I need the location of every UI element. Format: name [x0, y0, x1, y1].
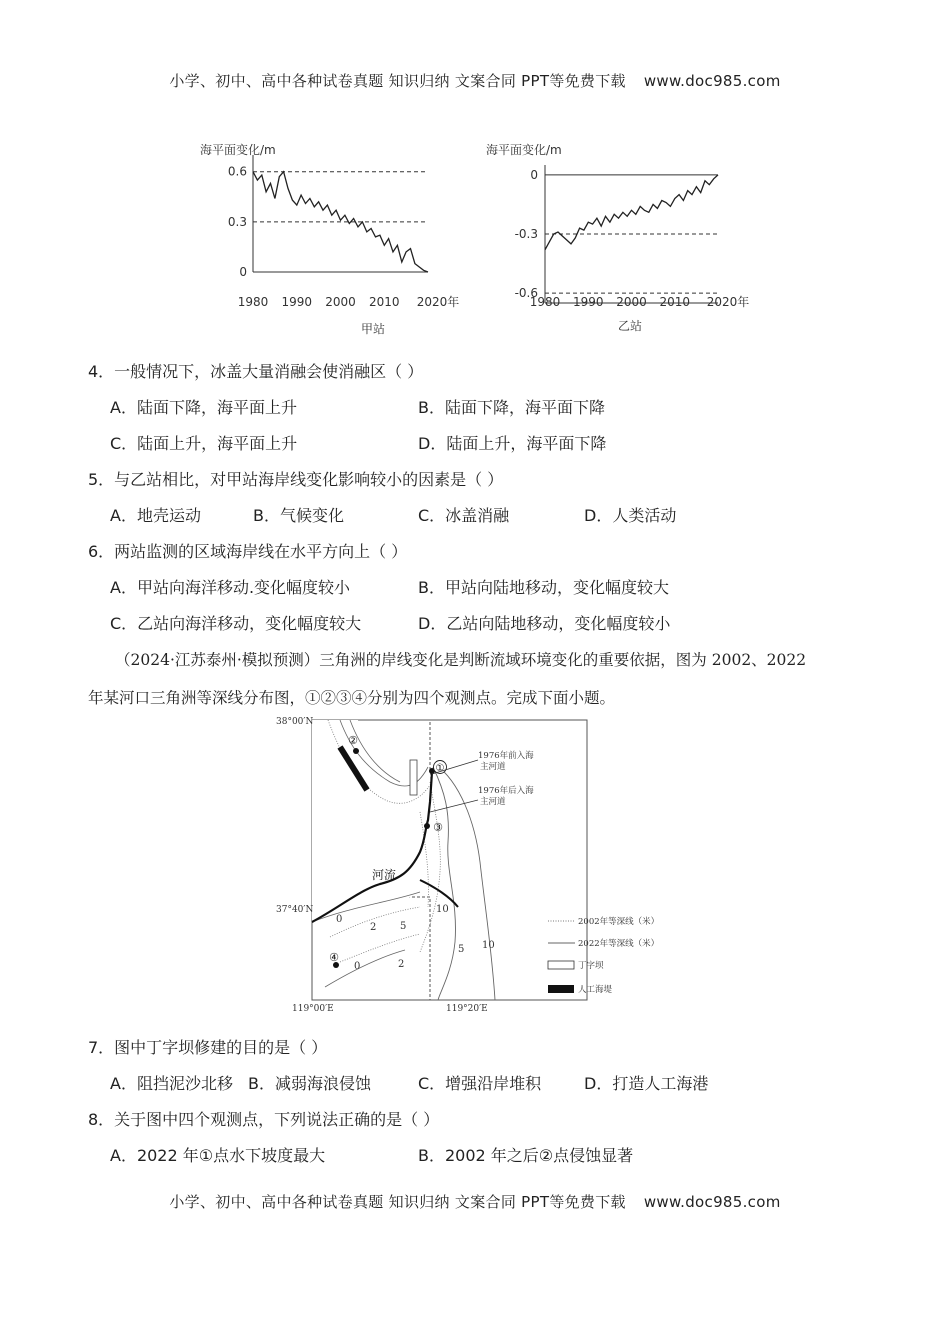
chart-yi-x-tick-label: 1980 — [529, 295, 561, 309]
label-after-1: 1976年后入海 — [478, 786, 534, 796]
q4-option-c[interactable]: C．陆面上升，海平面上升 — [110, 434, 298, 453]
depth-label-0a: 0 — [336, 914, 343, 925]
header-text: 小学、初中、高中各种试卷真题 知识归纳 文案合同 PPT等免费下载 — [169, 72, 626, 90]
q5-option-b[interactable]: B．气候变化 — [253, 506, 344, 525]
q6-option-d[interactable]: D．乙站向陆地移动，变化幅度较小 — [418, 614, 671, 633]
q5-option-d[interactable]: D．人类活动 — [584, 506, 677, 525]
groin-structure — [410, 760, 417, 795]
chart-yi-x-tick-label: 2020年 — [706, 295, 750, 309]
chart-jia-title: 甲站 — [360, 322, 386, 336]
chart-yi-series-line — [545, 175, 718, 250]
chart-jia-x-tick-label: 2020年 — [416, 295, 460, 309]
depth-label-2b: 2 — [398, 959, 405, 970]
chart-jia-ylabel: 海平面变化/m — [200, 143, 276, 157]
point-2-dot — [353, 748, 359, 754]
page-header — [0, 70, 950, 91]
delta-map — [270, 712, 680, 1017]
footer-site: www.doc985.com — [643, 1193, 781, 1211]
label-before-2: 主河道 — [480, 762, 506, 772]
q6-stem: 6．两站监测的区域海岸线在水平方向上（ ） — [88, 542, 408, 561]
passage-line-2: 年某河口三角洲等深线分布图，①②③④分别为四个观测点。完成下面小题。 — [88, 689, 616, 707]
point-4-label: ④ — [329, 951, 339, 964]
depth-label-5a: 5 — [400, 921, 407, 932]
q5-option-c[interactable]: C．冰盖消融 — [418, 506, 510, 525]
q7-stem: 7．图中丁字坝修建的目的是（ ） — [88, 1038, 328, 1057]
legend-seawall-label: 人工海堤 — [578, 985, 613, 995]
footer-text: 小学、初中、高中各种试卷真题 知识归纳 文案合同 PPT等免费下载 — [169, 1193, 626, 1211]
chart-yi-x-tick-label: 2010 — [659, 295, 691, 309]
lat-mid: 37°40′N — [276, 905, 314, 915]
q7-option-c[interactable]: C．增强沿岸堆积 — [418, 1074, 542, 1093]
chart-jia-y-tick-label: 0.3 — [227, 214, 247, 229]
chart-yi-y-tick-label: 0 — [530, 167, 538, 182]
lat-top: 38°00′N — [276, 717, 314, 727]
lon-right: 119°20′E — [446, 1004, 488, 1014]
chart-yi-svg — [480, 135, 760, 340]
chart-yi-y-tick-label: -0.3 — [514, 227, 538, 241]
map-land — [312, 720, 433, 922]
chart-jia-svg — [195, 135, 465, 340]
chart-yi — [480, 135, 760, 340]
q4-option-b[interactable]: B．陆面下降，海平面下降 — [418, 398, 605, 417]
q7-option-d[interactable]: D．打造人工海港 — [584, 1074, 709, 1093]
label-after-2: 主河道 — [480, 797, 506, 807]
q8-stem: 8．关于图中四个观测点，下列说法正确的是（ ） — [88, 1110, 440, 1129]
point-1-label: ① — [435, 763, 445, 774]
chart-jia-x-tick-label: 1990 — [281, 295, 313, 309]
q6-option-a[interactable]: A．甲站向海洋移动.变化幅度较小 — [110, 578, 351, 597]
chart-jia-x-tick-label: 2010 — [368, 295, 400, 309]
depth-label-10b: 10 — [482, 940, 495, 951]
chart-yi-x-tick-label: 1990 — [572, 295, 604, 309]
legend-2002-label: 2002年等深线（米） — [578, 917, 660, 927]
contour-2002-e — [340, 934, 420, 962]
q5-option-a[interactable]: A．地壳运动 — [110, 506, 201, 525]
chart-jia-y-tick-label: 0 — [239, 265, 247, 279]
q4-option-a[interactable]: A．陆面下降，海平面上升 — [110, 398, 297, 417]
chart-jia-x-tick-label: 1980 — [237, 295, 269, 309]
q6-option-b[interactable]: B．甲站向陆地移动，变化幅度较大 — [418, 578, 669, 597]
lon-left: 119°00′E — [292, 1004, 334, 1014]
chart-yi-title: 乙站 — [617, 319, 643, 333]
delta-map-svg — [270, 712, 680, 1017]
chart-jia-x-tick-label: 2000 — [325, 295, 356, 309]
q4-option-d[interactable]: D．陆面上升，海平面下降 — [418, 434, 607, 453]
q4-stem: 4．一般情况下，冰盖大量消融会使消融区（ ） — [88, 362, 424, 381]
header-site: www.doc985.com — [643, 72, 781, 90]
chart-jia-y-tick-label: 0.6 — [227, 164, 247, 179]
chart-yi-y-tick-label: -0.6 — [514, 286, 538, 301]
point-2-label: ② — [348, 734, 358, 747]
q8-option-b[interactable]: B．2002 年之后②点侵蚀显著 — [418, 1146, 634, 1165]
point-3-dot — [424, 823, 430, 829]
river-label: 河流 — [372, 868, 397, 882]
page-footer — [0, 1191, 950, 1212]
chart-jia — [195, 135, 465, 340]
depth-label-0b: 0 — [354, 961, 361, 972]
leader-after — [430, 800, 478, 812]
chart-yi-ylabel: 海平面变化/m — [486, 143, 562, 157]
q7-option-b[interactable]: B．减弱海浪侵蚀 — [248, 1074, 371, 1093]
depth-label-5b: 5 — [458, 944, 465, 955]
depth-label-10a: 10 — [436, 904, 449, 915]
label-before-1: 1976年前入海 — [478, 751, 534, 761]
q8-option-a[interactable]: A．2022 年①点水下坡度最大 — [110, 1146, 326, 1165]
point-3-label: ③ — [433, 821, 443, 834]
q5-stem: 5．与乙站相比，对甲站海岸线变化影响较小的因素是（ ） — [88, 470, 504, 489]
legend-groin-swatch — [548, 961, 574, 969]
legend-2022-label: 2022年等深线（米） — [578, 939, 660, 949]
depth-label-2a: 2 — [370, 922, 377, 933]
q6-option-c[interactable]: C．乙站向海洋移动，变化幅度较大 — [110, 614, 362, 633]
legend-seawall-swatch — [548, 985, 574, 993]
passage-line-1: （2024·江苏泰州·模拟预测）三角洲的岸线变化是判断流域环境变化的重要依据，图为 2002、2022 — [115, 651, 807, 669]
chart-yi-x-tick-label: 2000 — [616, 295, 647, 309]
legend-groin-label: 丁字坝 — [578, 961, 604, 971]
contour-2022-5 — [433, 767, 455, 1000]
q7-option-a[interactable]: A．阻挡泥沙北移 — [110, 1074, 233, 1093]
